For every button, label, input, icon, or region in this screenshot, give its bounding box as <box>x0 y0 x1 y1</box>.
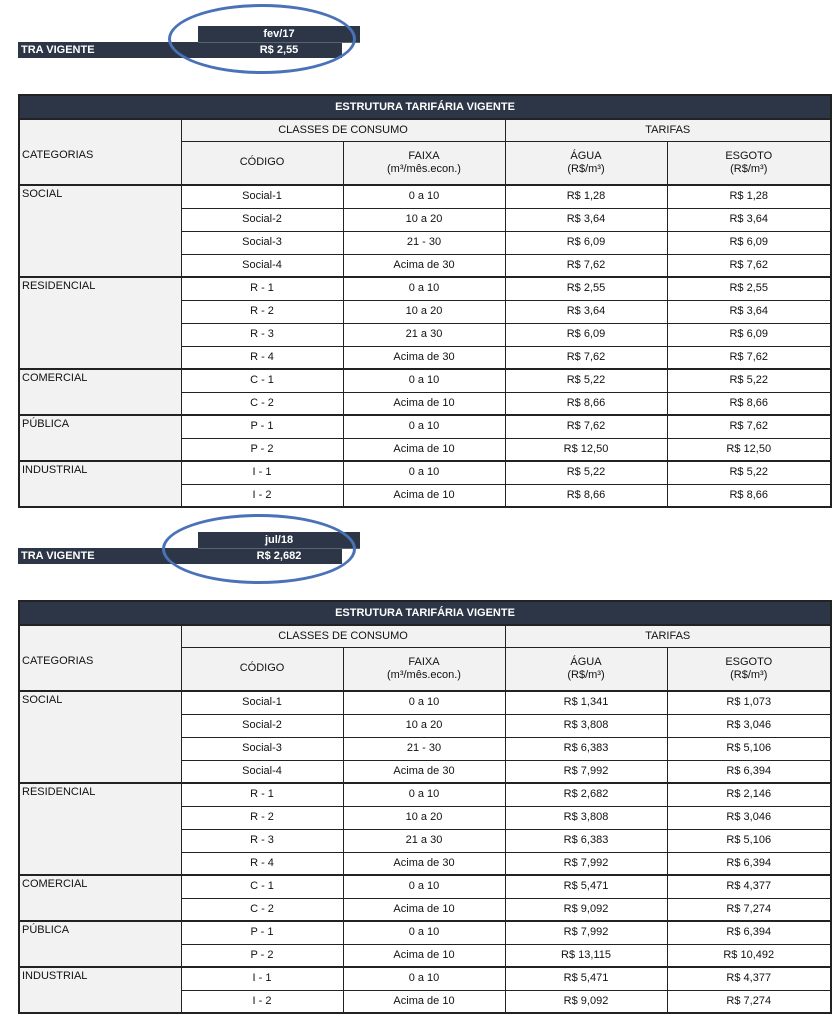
cell-codigo: C - 2 <box>181 392 343 415</box>
table-title: ESTRUTURA TARIFÁRIA VIGENTE <box>19 95 831 119</box>
cell-esgoto: R$ 6,394 <box>667 852 831 875</box>
category-comercial: COMERCIAL <box>19 875 181 921</box>
cell-codigo: Social-2 <box>181 714 343 737</box>
cell-esgoto: R$ 4,377 <box>667 875 831 898</box>
cell-faixa: 0 a 10 <box>343 185 505 208</box>
cell-agua: R$ 9,092 <box>505 990 667 1013</box>
cell-codigo: Social-3 <box>181 737 343 760</box>
cell-faixa: 0 a 10 <box>343 415 505 438</box>
cell-agua: R$ 7,992 <box>505 921 667 944</box>
header-esgoto: ESGOTO (R$/m³) <box>667 647 831 691</box>
cell-agua: R$ 6,383 <box>505 829 667 852</box>
cell-agua: R$ 5,22 <box>505 461 667 484</box>
cell-codigo: R - 4 <box>181 346 343 369</box>
cell-codigo: P - 1 <box>181 921 343 944</box>
cell-esgoto: R$ 6,394 <box>667 760 831 783</box>
cell-faixa: Acima de 30 <box>343 852 505 875</box>
cell-esgoto: R$ 3,64 <box>667 208 831 231</box>
cell-faixa: 10 a 20 <box>343 208 505 231</box>
category-industrial: INDUSTRIAL <box>19 967 181 1013</box>
cell-codigo: C - 1 <box>181 369 343 392</box>
category-publica: PÚBLICA <box>19 415 181 461</box>
cell-esgoto: R$ 7,62 <box>667 254 831 277</box>
tra-date: jul/18 <box>198 532 360 548</box>
cell-esgoto: R$ 5,106 <box>667 829 831 852</box>
cell-esgoto: R$ 3,64 <box>667 300 831 323</box>
cell-esgoto: R$ 4,377 <box>667 967 831 990</box>
cell-codigo: Social-2 <box>181 208 343 231</box>
cell-agua: R$ 8,66 <box>505 392 667 415</box>
cell-faixa: Acima de 10 <box>343 484 505 507</box>
tariff-table-jul18 <box>18 600 832 1014</box>
cell-agua: R$ 6,383 <box>505 737 667 760</box>
header-tarifas: TARIFAS <box>505 119 831 141</box>
cell-esgoto: R$ 10,492 <box>667 944 831 967</box>
category-residencial: RESIDENCIAL <box>19 277 181 369</box>
cell-faixa: 21 - 30 <box>343 231 505 254</box>
cell-esgoto: R$ 6,394 <box>667 921 831 944</box>
cell-agua: R$ 2,55 <box>505 277 667 300</box>
cell-esgoto: R$ 3,046 <box>667 714 831 737</box>
cell-faixa: 0 a 10 <box>343 921 505 944</box>
cell-faixa: 21 a 30 <box>343 323 505 346</box>
cell-agua: R$ 5,471 <box>505 967 667 990</box>
cell-faixa: 0 a 10 <box>343 967 505 990</box>
cell-faixa: 10 a 20 <box>343 300 505 323</box>
cell-esgoto: R$ 7,274 <box>667 898 831 921</box>
category-social: SOCIAL <box>19 185 181 277</box>
cell-codigo: R - 3 <box>181 829 343 852</box>
cell-codigo: P - 1 <box>181 415 343 438</box>
cell-faixa: Acima de 10 <box>343 898 505 921</box>
table-row <box>19 921 831 944</box>
tra-value: R$ 2,55 <box>259 44 299 56</box>
cell-codigo: Social-1 <box>181 185 343 208</box>
cell-codigo: C - 1 <box>181 875 343 898</box>
cell-agua: R$ 5,471 <box>505 875 667 898</box>
cell-faixa: 10 a 20 <box>343 714 505 737</box>
cell-agua: R$ 1,28 <box>505 185 667 208</box>
cell-faixa: Acima de 30 <box>343 254 505 277</box>
cell-codigo: Social-4 <box>181 760 343 783</box>
cell-esgoto: R$ 5,22 <box>667 461 831 484</box>
table-title: ESTRUTURA TARIFÁRIA VIGENTE <box>19 601 831 625</box>
highlight-ellipse <box>162 514 356 584</box>
cell-codigo: I - 1 <box>181 967 343 990</box>
cell-agua: R$ 5,22 <box>505 369 667 392</box>
cell-esgoto: R$ 1,28 <box>667 185 831 208</box>
cell-codigo: R - 4 <box>181 852 343 875</box>
cell-codigo: Social-1 <box>181 691 343 714</box>
cell-agua: R$ 2,682 <box>505 783 667 806</box>
cell-esgoto: R$ 2,55 <box>667 277 831 300</box>
cell-codigo: P - 2 <box>181 944 343 967</box>
cell-faixa: Acima de 30 <box>343 346 505 369</box>
cell-agua: R$ 3,808 <box>505 806 667 829</box>
table-row <box>19 415 831 438</box>
cell-faixa: Acima de 10 <box>343 438 505 461</box>
cell-esgoto: R$ 3,046 <box>667 806 831 829</box>
category-publica: PÚBLICA <box>19 921 181 967</box>
table-row <box>19 277 831 300</box>
cell-codigo: R - 3 <box>181 323 343 346</box>
cell-agua: R$ 7,992 <box>505 852 667 875</box>
highlight-ellipse <box>168 4 356 74</box>
tra-label: TRA VIGENTE <box>21 44 95 56</box>
cell-codigo: I - 2 <box>181 484 343 507</box>
cell-agua: R$ 7,62 <box>505 254 667 277</box>
tra-date: fev/17 <box>198 26 360 42</box>
cell-esgoto: R$ 1,073 <box>667 691 831 714</box>
cell-esgoto: R$ 8,66 <box>667 484 831 507</box>
cell-esgoto: R$ 7,62 <box>667 346 831 369</box>
cell-esgoto: R$ 5,22 <box>667 369 831 392</box>
category-industrial: INDUSTRIAL <box>19 461 181 507</box>
cell-agua: R$ 7,992 <box>505 760 667 783</box>
cell-codigo: C - 2 <box>181 898 343 921</box>
tra-label: TRA VIGENTE <box>21 550 95 562</box>
table-row <box>19 875 831 898</box>
cell-faixa: Acima de 10 <box>343 990 505 1013</box>
cell-faixa: 21 - 30 <box>343 737 505 760</box>
cell-agua: R$ 3,64 <box>505 300 667 323</box>
cell-codigo: I - 1 <box>181 461 343 484</box>
header-agua: ÁGUA (R$/m³) <box>505 141 667 185</box>
cell-esgoto: R$ 2,146 <box>667 783 831 806</box>
tra-value: R$ 2,682 <box>256 550 302 562</box>
cell-esgoto: R$ 12,50 <box>667 438 831 461</box>
table-row <box>19 185 831 208</box>
header-categorias: CATEGORIAS <box>19 625 181 691</box>
cell-agua: R$ 6,09 <box>505 231 667 254</box>
cell-agua: R$ 8,66 <box>505 484 667 507</box>
cell-agua: R$ 6,09 <box>505 323 667 346</box>
cell-faixa: 0 a 10 <box>343 277 505 300</box>
cell-faixa: 0 a 10 <box>343 369 505 392</box>
cell-codigo: P - 2 <box>181 438 343 461</box>
header-esgoto: ESGOTO (R$/m³) <box>667 141 831 185</box>
table-row <box>19 461 831 484</box>
table-row <box>19 369 831 392</box>
tariff-table-fev17 <box>18 94 832 508</box>
cell-codigo: R - 1 <box>181 783 343 806</box>
cell-codigo: Social-3 <box>181 231 343 254</box>
header-classes: CLASSES DE CONSUMO <box>181 625 505 647</box>
cell-esgoto: R$ 8,66 <box>667 392 831 415</box>
cell-esgoto: R$ 6,09 <box>667 323 831 346</box>
cell-agua: R$ 7,62 <box>505 346 667 369</box>
header-codigo: CÓDIGO <box>181 647 343 691</box>
cell-esgoto: R$ 5,106 <box>667 737 831 760</box>
cell-agua: R$ 13,115 <box>505 944 667 967</box>
cell-codigo: I - 2 <box>181 990 343 1013</box>
cell-agua: R$ 1,341 <box>505 691 667 714</box>
header-agua: ÁGUA (R$/m³) <box>505 647 667 691</box>
cell-agua: R$ 3,64 <box>505 208 667 231</box>
cell-agua: R$ 7,62 <box>505 415 667 438</box>
cell-faixa: 0 a 10 <box>343 783 505 806</box>
header-tarifas: TARIFAS <box>505 625 831 647</box>
table-row <box>19 967 831 990</box>
cell-esgoto: R$ 7,274 <box>667 990 831 1013</box>
cell-faixa: Acima de 10 <box>343 944 505 967</box>
category-social: SOCIAL <box>19 691 181 783</box>
category-residencial: RESIDENCIAL <box>19 783 181 875</box>
category-comercial: COMERCIAL <box>19 369 181 415</box>
cell-codigo: R - 2 <box>181 806 343 829</box>
header-faixa: FAIXA (m³/mês.econ.) <box>343 141 505 185</box>
cell-faixa: 0 a 10 <box>343 875 505 898</box>
cell-faixa: 21 a 30 <box>343 829 505 852</box>
header-classes: CLASSES DE CONSUMO <box>181 119 505 141</box>
header-categorias: CATEGORIAS <box>19 119 181 185</box>
cell-codigo: R - 2 <box>181 300 343 323</box>
cell-esgoto: R$ 6,09 <box>667 231 831 254</box>
cell-codigo: R - 1 <box>181 277 343 300</box>
cell-agua: R$ 12,50 <box>505 438 667 461</box>
cell-esgoto: R$ 7,62 <box>667 415 831 438</box>
cell-agua: R$ 9,092 <box>505 898 667 921</box>
cell-faixa: 0 a 10 <box>343 691 505 714</box>
table-row <box>19 691 831 714</box>
header-faixa: FAIXA (m³/mês.econ.) <box>343 647 505 691</box>
cell-codigo: Social-4 <box>181 254 343 277</box>
cell-faixa: 10 a 20 <box>343 806 505 829</box>
header-codigo: CÓDIGO <box>181 141 343 185</box>
cell-agua: R$ 3,808 <box>505 714 667 737</box>
cell-faixa: Acima de 30 <box>343 760 505 783</box>
cell-faixa: Acima de 10 <box>343 392 505 415</box>
cell-faixa: 0 a 10 <box>343 461 505 484</box>
table-row <box>19 783 831 806</box>
